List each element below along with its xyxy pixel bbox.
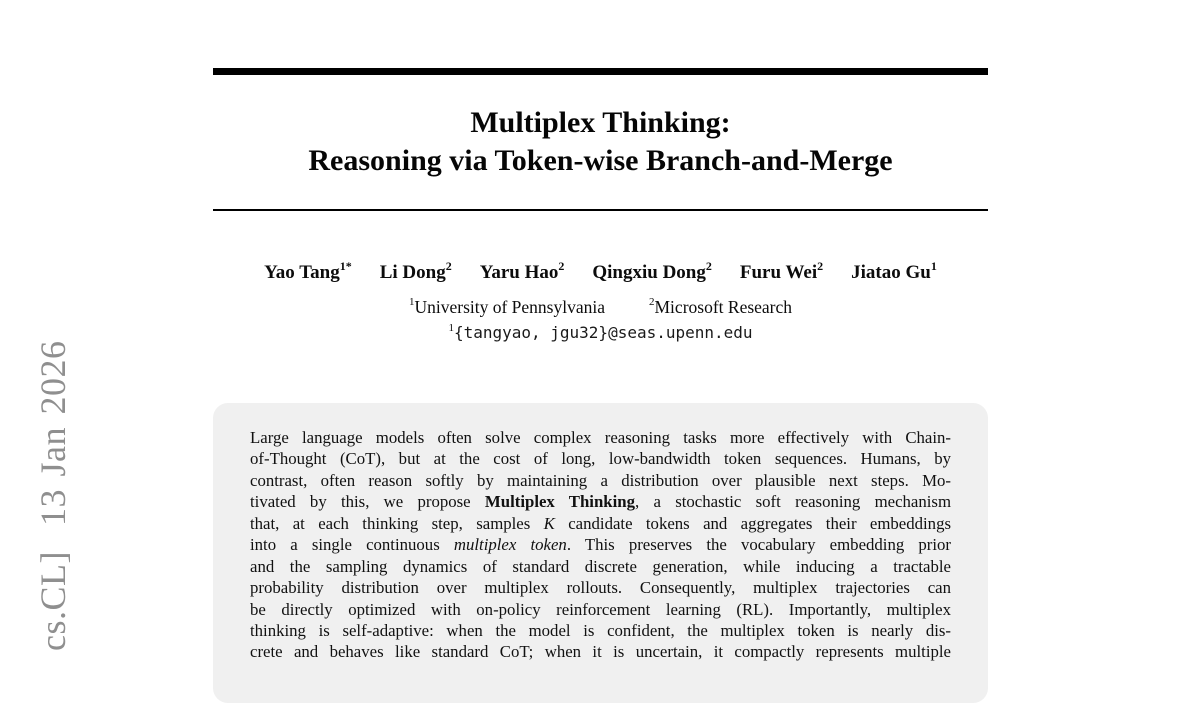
author-superscript: 2	[558, 258, 565, 273]
abstract-line: into a single continuous multiplex token. This preserves the vocabulary embedding prior	[250, 535, 952, 555]
paper-title	[213, 104, 988, 180]
author-name: Li Dong	[379, 262, 446, 283]
affiliation-name: University of Pennsylvania	[414, 297, 605, 317]
affiliation-item	[409, 297, 605, 318]
author-superscript: 2	[817, 258, 824, 273]
author-list	[213, 258, 988, 284]
abstract-line: be directly optimized with on-policy reinforcement learning (RL). Importantly, multiplex	[250, 599, 951, 619]
paper-title-line-1: Multiplex Thinking:	[470, 106, 731, 139]
author-name: Jiatao Gu	[851, 262, 931, 283]
contact-email: {tangyao, jgu32}@seas.upenn.edu	[453, 323, 753, 342]
author-superscript: 2	[705, 258, 712, 273]
affiliation-name: Microsoft Research	[654, 297, 793, 317]
author-superscript: 2	[445, 258, 452, 273]
author-name: Furu Wei	[739, 262, 818, 283]
author-name: Yaru Hao	[479, 262, 559, 283]
arxiv-watermark: cs.CL] 13 Jan 2026	[33, 340, 73, 651]
author-superscript: 1*	[339, 258, 352, 273]
abstract-line: crete and behaves like standard CoT; when it is uncertain, it compactly represents multiple	[250, 642, 951, 662]
title-rule-bottom	[213, 209, 988, 211]
abstract-text	[250, 427, 951, 663]
abstract-box	[213, 403, 988, 703]
author-item	[479, 258, 565, 284]
author-item	[264, 258, 352, 284]
author-superscript: 1	[930, 258, 937, 273]
affiliation-item	[649, 297, 792, 318]
abstract-line: tivated by this, we propose Multiplex Thinking, a stochastic soft reasoning mechanism	[250, 492, 951, 512]
author-item	[851, 258, 937, 284]
affiliation-superscript: 1	[408, 296, 415, 309]
affiliation-superscript: 2	[649, 296, 655, 309]
author-item	[739, 258, 824, 284]
abstract-line: and the sampling dynamics of standard discrete generation, while inducing a tractable	[250, 556, 951, 576]
abstract-line: probability distribution over multiplex rollouts. Consequently, multiplex trajectories can	[250, 578, 951, 598]
author-item	[592, 258, 712, 284]
abstract-line: of-Thought (CoT), but at the cost of long, low-bandwidth token sequences. Humans, by	[250, 449, 951, 469]
abstract-line: that, at each thinking step, samples K candidate tokens and aggregates their embeddings	[250, 513, 951, 533]
author-item	[379, 258, 452, 284]
abstract-line: Large language models often solve complex reasoning tasks more effectively with Chain-	[250, 428, 951, 447]
email-superscript: 1	[448, 321, 454, 334]
contact-line	[213, 323, 988, 343]
abstract-line: contrast, often reason softly by maintaining a distribution over plausible next steps. Mo-	[250, 470, 951, 490]
author-name: Yao Tang	[264, 262, 340, 283]
abstract-line: thinking is self-adaptive: when the model is confident, the multiplex token is nearly dis-	[250, 620, 951, 640]
author-name: Qingxiu Dong	[592, 262, 706, 283]
title-rule-top	[213, 68, 988, 75]
paper-title-line-2: Reasoning via Token-wise Branch-and-Merge	[308, 144, 893, 177]
affiliation-list	[213, 297, 988, 318]
